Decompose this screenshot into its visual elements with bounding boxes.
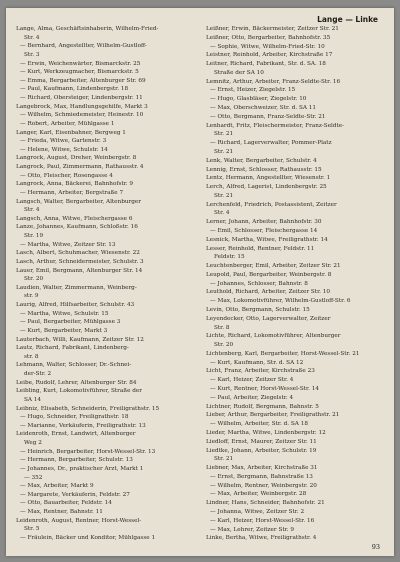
left-column xyxy=(16,26,194,542)
directory-entry-line: — Max, Lokomotivführer, Wilhelm-Gustloff-Str. 6 xyxy=(210,298,351,305)
directory-entry-line: — Helene, Witwe, Schulstr. 14 xyxy=(20,146,108,153)
directory-entry-line: — Sophie, Witwe, Wilhelm-Fried-Str. 10 xyxy=(210,43,325,50)
directory-entry-line: Lange, Alma, Geschäftsinhaberin, Wilhelm-Fried- xyxy=(16,26,159,32)
directory-entry-line: Langrock, Paul, Zimmermann, Rathausstr. 4 xyxy=(16,164,144,170)
directory-entry-line: — Ernst, Heizer, Ziegelstr. 15 xyxy=(210,87,296,94)
directory-entry-line: Leibling, Kurt, Lokomotivführer, Straße der xyxy=(16,388,142,395)
directory-entry-line: Lerner, Johann, Arbeiter, Bahnhofstr. 30 xyxy=(206,219,322,226)
directory-entry-line: str. 8 xyxy=(24,353,39,360)
directory-entry-line: Lenk, Walter, Bergarbeiter, Schulstr. 4 xyxy=(206,157,317,164)
right-column xyxy=(206,26,384,542)
directory-entry-line: — Paul, Bergarbeiter, Mühlgasse 3 xyxy=(20,319,121,326)
directory-entry-line: Lichtner, Rudolf, Bergmann, Bahnstr. 5 xyxy=(206,403,319,410)
directory-entry-line: — Kurt, Kaufmann, Str. d. SA 12 xyxy=(210,359,304,366)
directory-entry-line: Lauer, Emil, Bergmann, Altenburger Str. 14 xyxy=(16,267,143,274)
directory-entry-line: Leupold, Paul, Bergarbeiter, Weinbergstr. 8 xyxy=(206,271,332,278)
directory-entry-line: Str. 4 xyxy=(24,207,40,214)
directory-entry-line: — Max, Rentner, Bahnstr. 11 xyxy=(20,509,103,515)
directory-entry-line: Liebner, Max, Arbeiter, Kirchstraße 31 xyxy=(206,465,318,472)
directory-entry-line: — Johannes, Dr., praktischer Arzt, Markt 1 xyxy=(20,465,144,472)
directory-entry-line: — Erwin, Weichenwärter, Bismarckstr. 25 xyxy=(20,60,141,67)
directory-entry-line: — Frieda, Witwe, Gartenstr. 3 xyxy=(20,138,107,145)
directory-entry-line: Leibe, Rudolf, Lehrer, Altenburger Str. 84 xyxy=(16,379,137,386)
directory-entry-line: Str. 21 xyxy=(214,192,234,199)
directory-entry-line: Str. 5 xyxy=(24,526,40,533)
directory-entry-line: — Johannes, Schlosser, Bahnstr. 8 xyxy=(210,280,308,287)
directory-entry-line: Str. 21 xyxy=(214,456,234,463)
directory-entry-line: Str. 21 xyxy=(214,131,234,138)
directory-entry-line: Levin, Otto, Bergmann, Schulstr. 15 xyxy=(206,307,310,313)
directory-entry-line: — Max, Lehrer, Zeitzer Str. 9 xyxy=(210,526,294,533)
directory-entry-line: Str. 8 xyxy=(214,324,230,331)
directory-entry-line: Str. 20 xyxy=(214,342,234,349)
directory-entry-line: — Wilhelm, Rentner, Weinbergstr. 20 xyxy=(210,482,317,489)
directory-entry-line: Lenhardt, Fritz, Fleischermeister, Franz-Seldte- xyxy=(206,122,345,129)
directory-entry-line: Leuchtenberger, Emil, Arbeiter, Zeitzer Str. 21 xyxy=(206,263,341,270)
directory-entry-line: — Fräulein, Bäcker und Konditor, Mühlgasse 1 xyxy=(20,534,156,541)
directory-entry-line: — Kurt, Rentner, Horst-Wessel-Str. 14 xyxy=(210,386,319,393)
entry-columns xyxy=(16,26,384,542)
directory-entry-line: — Max, Oberschweizer, Str. d. SA 11 xyxy=(210,105,317,112)
directory-entry-line: — Karl, Heizer, Horst-Wessel-Str. 16 xyxy=(210,517,315,524)
directory-entry-line: Lerch, Alfred, Lagerist, Lindenbergstr. 25 xyxy=(206,184,327,191)
directory-entry-line: — Hugo, Schneider, Freiligrathstr. 18 xyxy=(20,414,129,421)
directory-entry-line: Leistner, Reinhold, Arbeiter, Kirchstraße 17 xyxy=(206,52,333,59)
directory-entry-line: — Max, Arbeiter, Weinbergstr. 28 xyxy=(210,491,307,498)
directory-entry-line: Lautz, Richard, Fabrikant, Lindenberg- xyxy=(16,345,129,352)
directory-entry-line: — Richard, Lagerverwalter, Pommer-Platz xyxy=(210,140,332,147)
directory-entry-line: Lanze, Johannes, Kaufmann, Schloßstr. 16 xyxy=(16,224,138,231)
directory-entry-line: Straße der SA 10 xyxy=(214,69,264,76)
directory-entry-line: Lichte, Richard, Lokomotivführer, Altenburger xyxy=(206,333,341,340)
directory-entry-line: — Emil, Schlosser, Fleischergasse 14 xyxy=(210,227,318,234)
directory-entry-line: — Hermann, Bergarbeiter, Schulstr. 13 xyxy=(20,457,133,464)
page-number: 93 xyxy=(371,543,380,551)
directory-entry-line: Leibniz, Elisabeth, Schneiderin, Freiligrathstr. 15 xyxy=(16,405,160,412)
directory-entry-line: Langebrock, Max, Handlungsgehilfe, Markt 3 xyxy=(16,103,148,110)
directory-entry-line: Liedloff, Ernst, Maurer, Zeitzer Str. 11 xyxy=(206,438,317,445)
directory-entry-line: Str. 19 xyxy=(24,233,44,239)
directory-entry-line: Lichtenberg, Karl, Bergarbeiter, Horst-Wessel-Str. 21 xyxy=(206,350,360,357)
directory-entry-line: — Ernst, Bergmann, Bahnstraße 13 xyxy=(210,473,313,480)
directory-entry-line: — Kurt, Bergarbeiter, Markt 3 xyxy=(20,327,108,334)
directory-entry-line: Lieber, Arthur, Bergarbeiter, Freiligrathstr. 21 xyxy=(206,412,340,419)
directory-entry-line: — Wilhelm, Arbeiter, Str. d. SA 18 xyxy=(210,421,308,428)
directory-entry-line: — Paul, Arbeiter, Ziegelstr. 4 xyxy=(210,394,294,401)
directory-entry-line: Licht, Franz, Arbeiter, Kirchstraße 23 xyxy=(206,368,315,375)
directory-entry-line: Leyendecker, Otto, Lagerverwalter, Zeitzer xyxy=(206,315,331,322)
directory-entry-line: Str. 21 xyxy=(214,148,234,155)
directory-page xyxy=(6,8,394,556)
directory-entry-line: Laudien, Walter, Zimmermann, Weinberg- xyxy=(16,284,137,291)
directory-entry-line: — Hugo, Glasbläser, Ziegelstr. 10 xyxy=(210,96,307,103)
directory-entry-line: Lauterbach, Willi, Kaufmann, Zeitzer Str. 12 xyxy=(16,336,144,343)
directory-entry-line: Leuthold, Richard, Arbeiter, Zeitzer Str. 10 xyxy=(206,289,331,296)
directory-entry-line: Str. 20 xyxy=(24,276,44,283)
directory-entry-line: — Martha, Witwe, Zeitzer Str. 13 xyxy=(20,241,116,248)
directory-entry-line: Leidenroth, Ernst, Landwirt, Altenburger xyxy=(16,431,136,438)
directory-entry-line: — Otto, Bergmann, Franz-Seldte-Str. 21 xyxy=(210,113,326,120)
directory-entry-line: Leißner, Erwin, Bäckermeister, Zeitzer Str. 21 xyxy=(206,26,339,32)
directory-entry-line: Laurig, Alfred, Hilfsarbeiter, Schulstr. 43 xyxy=(16,302,135,308)
directory-entry-line: Str. 3 xyxy=(24,51,40,58)
directory-entry-line: — 352 xyxy=(24,474,43,481)
directory-entry-line: — Marianne, Verkäuferin, Freiligrathstr. 13 xyxy=(20,422,146,429)
directory-entry-line: — Margarete, Verkäuferin, Feldstr. 27 xyxy=(20,491,130,498)
directory-entry-line: Lehmann, Walter, Schlosser, Dr.-Schnei- xyxy=(16,362,132,369)
directory-entry-line: — Kurt, Werkzeugmacher, Bismarckstr. 5 xyxy=(20,69,139,76)
directory-entry-line: — Bernhard, Angestellter, Wilhelm-Gustloff- xyxy=(20,43,147,50)
directory-entry-line: Langsch, Anna, Witwe, Fleischergasse 6 xyxy=(16,215,133,222)
directory-entry-line: Lemnitz, Arthur, Arbeiter, Franz-Seldte-Str. 16 xyxy=(206,78,341,85)
directory-entry-line: — Richard, Obersteiger, Lindenbergstr. 11 xyxy=(20,95,143,101)
directory-entry-line: Lesnick, Martha, Witwe, Freiligrathstr. 14 xyxy=(206,236,328,243)
directory-entry-line: — Max, Arbeiter, Markt 9 xyxy=(20,483,94,490)
directory-entry-line: — Paul, Kaufmann, Lindenbergstr. 18 xyxy=(20,86,129,93)
directory-entry-line: — Emma, Bergarbeiter, Altenburger Str. 69 xyxy=(20,77,146,84)
directory-entry-line: Str. 4 xyxy=(24,34,40,41)
directory-entry-line: Langsch, Walter, Bergarbeiter, Altenburger xyxy=(16,198,141,205)
directory-entry-line: Lerchenfeld, Friedrich, Postassistent, Zeitzer xyxy=(206,201,337,208)
directory-entry-line: — Johanna, Witwe, Zeitzer Str. 2 xyxy=(210,508,305,515)
directory-entry-line: Str. 4 xyxy=(214,210,230,217)
directory-entry-line: Feldstr. 15 xyxy=(214,254,245,261)
directory-entry-line: Linke, Bertha, Witwe, Freiligrathstr. 4 xyxy=(206,535,317,542)
directory-entry-line: — Robert, Arbeiter, Mühlgasse 1 xyxy=(20,120,115,127)
directory-entry-line: Weg 2 xyxy=(24,440,42,446)
directory-entry-line: Lesser, Reinhold, Rentner, Feldstr. 11 xyxy=(206,245,315,252)
directory-entry-line: — Hermann, Arbeiter, Bergstraße 7 xyxy=(20,189,124,196)
directory-entry-line: — Otto, Bauarbeiter, Feldstr. 14 xyxy=(20,500,112,507)
directory-entry-line: Lindner, Hans, Schneider, Bahnhofstr. 21 xyxy=(206,500,325,507)
directory-entry-line: Lennig, Ernst, Schlosser, Rathausstr. 15 xyxy=(206,166,322,173)
directory-entry-line: der-Str. 2 xyxy=(24,371,52,377)
directory-entry-line: SA 14 xyxy=(24,396,42,403)
directory-entry-line: Leißner, Otto, Bergarbeiter, Bahnhofstr. 35 xyxy=(206,34,331,41)
directory-entry-line: Lentz, Hermann, Angestellter, Wiesenstr. 1 xyxy=(206,175,331,182)
directory-entry-line: — Wilhelm, Schmiedemeister, Heinestr. 10 xyxy=(20,112,144,119)
directory-entry-line: Liedtke, Johann, Arbeiter, Schulstr. 19 xyxy=(206,447,317,454)
directory-entry-line: Lasch, Albert, Schuhmacher, Wiesenstr. 22 xyxy=(16,250,140,257)
directory-entry-line: — Heinrich, Bergarbeiter, Horst-Wessel-Str. 13 xyxy=(20,448,156,455)
directory-entry-line: Lieder, Martha, Witwe, Lindenbergstr. 12 xyxy=(206,429,326,436)
directory-entry-line: Langer, Karl, Eisenbahner, Bergweg 1 xyxy=(16,129,126,136)
directory-entry-line: str. 9 xyxy=(24,293,39,300)
directory-entry-line: — Martha, Witwe, Schulstr. 15 xyxy=(20,310,109,317)
directory-entry-line: — Otto, Fleischer, Rosengasse 4 xyxy=(20,172,113,179)
running-head: Lange — Linke xyxy=(317,15,378,24)
directory-entry-line: Lasch, Arthur, Schneidermeister, Schulstr. 3 xyxy=(16,258,144,265)
directory-entry-line: — Karl, Heizer, Zeitzer Str. 4 xyxy=(210,377,294,384)
directory-entry-line: Leitner, Richard, Fabrikant, Str. d. SA. 18 xyxy=(206,61,326,68)
directory-entry-line: Langrock, Anna, Bäckerei, Bahnhofstr. 9 xyxy=(16,181,134,188)
directory-entry-line: Leidenroth, August, Rentner, Horst-Wessel- xyxy=(16,517,142,524)
directory-entry-line: Langrock, August, Dreher, Weinbergstr. 8 xyxy=(16,155,137,162)
